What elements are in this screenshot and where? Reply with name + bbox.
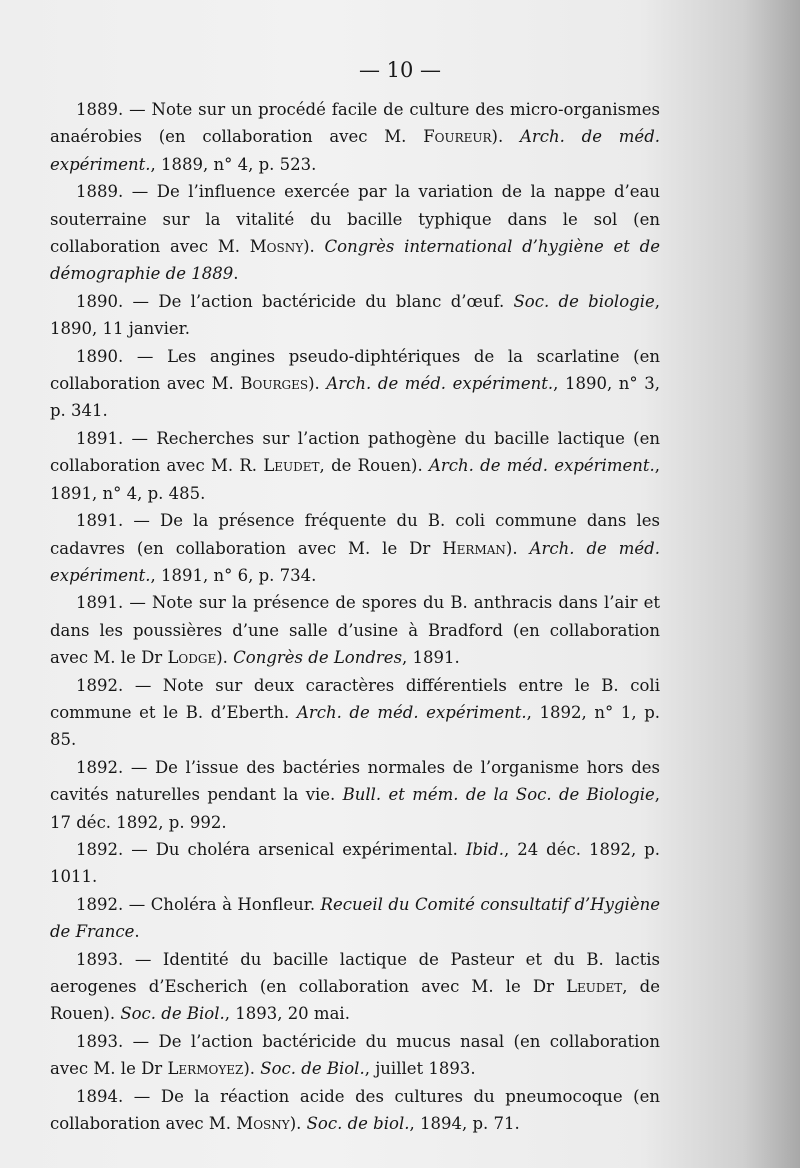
entry-year: 1891.: [76, 428, 124, 448]
bibliography-entry: 1892. — Choléra à Honfleur. Recueil du Comité consultatif d’Hygiène de France.: [50, 894, 660, 942]
author-name: Foureur: [423, 127, 492, 147]
entry-year: 1890.: [76, 291, 124, 311]
entry-year: 1893.: [76, 1031, 124, 1051]
author-name: Mosny: [236, 1114, 290, 1134]
bibliography-entry: 1892. — Note sur deux caractères différentiels entre le B. coli commune et le B. d’Eberth. Arch. de méd. expériment., 1892, n° 1, p. 85.: [50, 675, 661, 750]
bibliography-entry: 1891. — De la présence fréquente du B. coli commune dans les cadavres (en collaboration avec M. le Dr Herman). Arch. de méd. expériment., 1891, n° 6, p. 734.: [50, 511, 660, 585]
bibliography-entry: 1892. — De l’issue des bactéries normales de l’organisme hors des cavités naturelles pendant la vie. Bull. et mém. de la Soc. de Biologie, 17 déc. 1892, p. 992.: [50, 757, 660, 832]
journal-title: Congrès de Londres: [233, 648, 403, 668]
entry-year: 1894.: [76, 1086, 124, 1106]
bibliography-list: [50, 96, 660, 1137]
bibliography-entry: 1891. — Recherches sur l’action pathogène du bacille lactique (en collaboration avec M. R. Leudet, de Rouen). Arch. de méd. expériment., 1891, n° 4, p. 485.: [50, 428, 660, 503]
author-name: Lodge: [167, 648, 217, 668]
journal-title: Congrès international d’hygiène et de démographie de 1889: [50, 237, 660, 284]
journal-title: Ibid.: [465, 839, 504, 859]
author-name: Leudet: [263, 456, 320, 476]
bibliography-entry: 1894. — De la réaction acide des cultures du pneumocoque (en collaboration avec M. Mosny). Soc. de biol., 1894, p. 71.: [50, 1086, 660, 1134]
author-name: Leudet: [566, 977, 623, 996]
bibliography-entry: 1889. — De l’influence exercée par la variation de la nappe d’eau souterraine sur la vitalité du bacille typhique dans le sol (en collaboration avec M. Mosny). Congrès international d’hygiène et de démographie de 1889.: [50, 182, 660, 284]
bibliography-entry: 1891. — Note sur la présence de spores du B. anthracis dans l’air et dans les poussières d’une salle d’usine à Bradford (en collaboration avec M. le Dr Lodge). Congrès de Londres, 1891.: [50, 593, 660, 668]
author-name: Lermoyez: [167, 1059, 244, 1079]
journal-title: Arch. de méd. expériment.: [296, 702, 527, 722]
bibliography-entry: 1890. — De l’action bactéricide du blanc d’œuf. Soc. de biologie, 1890, 11 janvier.: [50, 291, 660, 339]
entry-year: 1889.: [76, 182, 124, 202]
journal-title: Bull. et mém. de la Soc. de Biologie: [342, 785, 655, 805]
author-name: Mosny: [249, 237, 304, 257]
entry-year: 1891.: [76, 593, 124, 613]
entry-year: 1892.: [76, 894, 124, 914]
bibliography-entry: 1890. — Les angines pseudo-diphtériques de la scarlatine (en collaboration avec M. Bourges). Arch. de méd. expériment., 1890, n° 3, p. 341.: [50, 346, 661, 421]
entry-year: 1890.: [76, 346, 124, 366]
journal-title: Arch. de méd. expériment.: [429, 456, 655, 476]
page-number: — 10 —: [358, 58, 442, 82]
bibliography-entry: 1893. — Identité du bacille lactique de Pasteur et du B. lactis aerogenes d’Escherich (en collaboration avec M. le Dr Leudet, de Rouen). Soc. de Biol., 1893, 20 mai.: [50, 949, 660, 1024]
journal-title: Soc. de biol.: [306, 1114, 410, 1134]
journal-title: Arch. de méd. expériment.: [50, 538, 660, 585]
author-name: Bourges: [240, 374, 309, 394]
journal-title: Soc. de Biol.: [260, 1059, 365, 1079]
entry-year: 1889.: [76, 100, 124, 119]
journal-title: Soc. de Biol.: [120, 1004, 225, 1024]
bibliography-entry: 1893. — De l’action bactéricide du mucus nasal (en collaboration avec M. le Dr Lermoyez). Soc. de Biol., juillet 1893.: [50, 1031, 660, 1079]
entry-year: 1891.: [76, 511, 124, 531]
bibliography-entry: 1892. — Du choléra arsenical expérimental. Ibid., 24 déc. 1892, p. 1011.: [50, 839, 660, 887]
journal-title: Soc. de biologie: [513, 291, 655, 311]
bibliography-entry: 1889. — Note sur un procédé facile de culture des micro-organismes anaérobies (en collaboration avec M. Foureur). Arch. de méd. expériment., 1889, n° 4, p. 523.: [50, 100, 660, 174]
journal-title: Recueil du Comité consultatif d’Hygiène de France: [50, 894, 660, 942]
entry-year: 1893.: [76, 949, 124, 969]
journal-title: Arch. de méd. expériment.: [326, 374, 554, 394]
journal-title: Arch. de méd. expériment.: [50, 127, 660, 174]
entry-year: 1892.: [76, 839, 124, 859]
entry-year: 1892.: [76, 757, 124, 777]
author-name: Herman: [442, 538, 506, 558]
entry-year: 1892.: [76, 675, 124, 695]
